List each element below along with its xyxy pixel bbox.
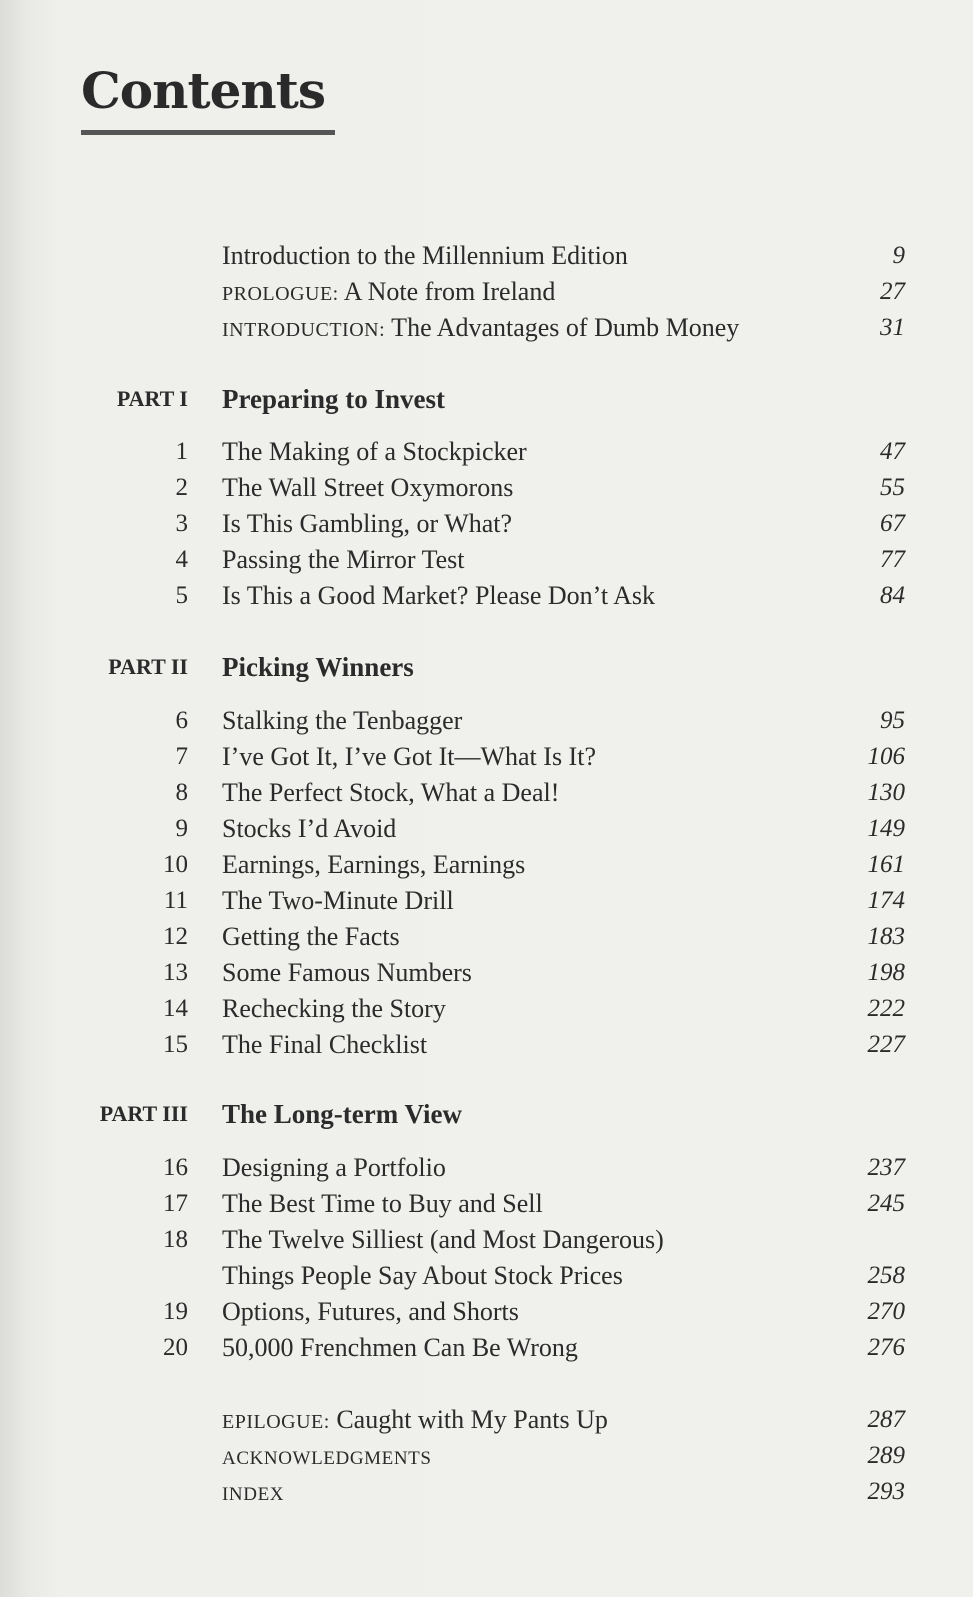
toc-page-number: 27 — [880, 278, 905, 305]
chapter-title: The Final Checklist — [222, 1030, 428, 1059]
chapter-number: 7 — [175, 743, 188, 770]
toc-row-chapter — [0, 883, 973, 919]
toc-row-chapter — [0, 1027, 973, 1063]
chapter-number: 1 — [175, 438, 188, 465]
toc-page-number: 289 — [867, 1442, 905, 1469]
toc-row-front-2 — [0, 274, 973, 310]
toc-row-chapter — [0, 1186, 973, 1222]
part-heading-2 — [0, 648, 973, 686]
toc-page-number: 149 — [867, 815, 905, 842]
chapter-number: 14 — [163, 995, 188, 1022]
toc-row-front-1 — [0, 238, 973, 274]
toc-row-chapter — [0, 1330, 973, 1366]
chapter-title: Designing a Portfolio — [222, 1153, 446, 1182]
chapter-title: Getting the Facts — [222, 922, 400, 951]
part-label: PART I — [116, 386, 188, 411]
toc-entry-title: Introduction to the Millennium Edition — [222, 241, 628, 270]
chapter-number: 20 — [163, 1334, 188, 1361]
part-heading-3 — [0, 1095, 973, 1133]
toc-row-chapter — [0, 1150, 973, 1186]
toc-page-number: 55 — [880, 474, 905, 501]
chapter-number: 13 — [163, 959, 188, 986]
part-label: PART III — [99, 1101, 188, 1126]
chapter-number: 3 — [175, 510, 188, 537]
chapter-title: The Best Time to Buy and Sell — [222, 1189, 543, 1218]
toc-page-number: 183 — [867, 923, 905, 950]
toc-page-number: 174 — [867, 887, 905, 914]
toc-row-chapter — [0, 542, 973, 578]
chapter-title: Rechecking the Story — [222, 994, 446, 1023]
part-title: The Long-term View — [222, 1099, 462, 1129]
toc-row-chapter — [0, 434, 973, 470]
toc-page-number: 227 — [867, 1031, 905, 1058]
chapter-number: 2 — [175, 474, 188, 501]
chapter-number: 8 — [175, 779, 188, 806]
chapter-title: The Perfect Stock, What a Deal! — [222, 778, 560, 807]
toc-row-chapter — [0, 991, 973, 1027]
chapter-title: Passing the Mirror Test — [222, 545, 465, 574]
chapter-title: Stalking the Tenbagger — [222, 706, 463, 735]
toc-page-number: 77 — [880, 546, 905, 573]
chapter-title: Some Famous Numbers — [222, 958, 472, 987]
title-underline — [81, 130, 335, 135]
toc-row-front-3 — [0, 310, 973, 346]
part-label: PART II — [108, 654, 188, 679]
toc-row-chapter — [0, 470, 973, 506]
toc-entry-title: INTRODUCTION: The Advantages of Dumb Money — [222, 313, 740, 342]
toc-row-chapter — [0, 739, 973, 775]
toc-row-chapter — [0, 775, 973, 811]
toc-page-number: 67 — [880, 510, 905, 537]
part-title: Picking Winners — [222, 652, 414, 682]
toc-page-number: 245 — [867, 1190, 905, 1217]
chapter-title: Things People Say About Stock Prices — [222, 1261, 623, 1290]
toc-row-chapter — [0, 1294, 973, 1330]
toc-row-chapter — [0, 1222, 973, 1258]
toc-row-chapter — [0, 703, 973, 739]
chapter-number: 17 — [163, 1190, 188, 1217]
chapter-title: Is This a Good Market? Please Don’t Ask — [222, 581, 656, 610]
chapter-title: Is This Gambling, or What? — [222, 509, 513, 538]
toc-page-number: 9 — [892, 242, 905, 269]
page-title: Contents — [81, 61, 326, 120]
chapter-number: 10 — [163, 851, 188, 878]
toc-page-number: 237 — [867, 1154, 905, 1181]
chapter-title: The Two-Minute Drill — [222, 886, 454, 915]
chapter-number: 4 — [175, 546, 188, 573]
toc-page-number: 106 — [867, 743, 905, 770]
part-title: Preparing to Invest — [222, 384, 445, 414]
chapter-number: 11 — [163, 887, 188, 914]
chapter-number: 15 — [163, 1031, 188, 1058]
toc-page-number: 95 — [880, 707, 905, 734]
chapter-title: Options, Futures, and Shorts — [222, 1297, 519, 1326]
toc-entry-title: ACKNOWLEDGMENTS — [222, 1448, 432, 1469]
toc-row-chapter — [0, 811, 973, 847]
chapter-number: 12 — [163, 923, 188, 950]
toc-entry-title: PROLOGUE: A Note from Ireland — [222, 277, 556, 306]
chapter-number: 18 — [163, 1226, 188, 1253]
chapter-title: The Twelve Silliest (and Most Dangerous) — [222, 1225, 664, 1254]
toc-row-chapter — [0, 578, 973, 614]
toc-page-number: 130 — [867, 779, 905, 806]
chapter-title: Stocks I’d Avoid — [222, 814, 397, 843]
toc-row-chapter-continued — [0, 1258, 973, 1294]
toc-page-number: 287 — [867, 1406, 905, 1433]
toc-page-number: 31 — [880, 314, 905, 341]
chapter-number: 6 — [175, 707, 188, 734]
toc-page-number: 258 — [867, 1262, 905, 1289]
chapter-number: 16 — [163, 1154, 188, 1181]
toc-entry-title: INDEX — [222, 1484, 285, 1505]
toc-row-back-2 — [0, 1438, 973, 1474]
chapter-title: Earnings, Earnings, Earnings — [222, 850, 526, 879]
chapter-title: I’ve Got It, I’ve Got It—What Is It? — [222, 742, 596, 771]
toc-entry-title: EPILOGUE: Caught with My Pants Up — [222, 1405, 608, 1434]
toc-row-chapter — [0, 919, 973, 955]
toc-page-number: 222 — [867, 995, 905, 1022]
chapter-title: The Wall Street Oxymorons — [222, 473, 514, 502]
chapter-number: 5 — [175, 582, 188, 609]
toc-page-number: 293 — [867, 1478, 905, 1505]
toc-row-chapter — [0, 955, 973, 991]
part-heading-1 — [0, 380, 973, 418]
chapter-number: 9 — [175, 815, 188, 842]
toc-row-back-3 — [0, 1474, 973, 1510]
chapter-title: The Making of a Stockpicker — [222, 437, 527, 466]
toc-row-chapter — [0, 506, 973, 542]
toc-page-number: 84 — [880, 582, 905, 609]
toc-page-number: 276 — [867, 1334, 905, 1361]
toc-page-number: 47 — [880, 438, 905, 465]
chapter-number: 19 — [163, 1298, 188, 1325]
toc-page-number: 198 — [867, 959, 905, 986]
toc-row-back-1 — [0, 1402, 973, 1438]
toc-row-chapter — [0, 847, 973, 883]
chapter-title: 50,000 Frenchmen Can Be Wrong — [222, 1333, 578, 1362]
toc-page-number: 270 — [867, 1298, 905, 1325]
toc-page-number: 161 — [867, 851, 905, 878]
